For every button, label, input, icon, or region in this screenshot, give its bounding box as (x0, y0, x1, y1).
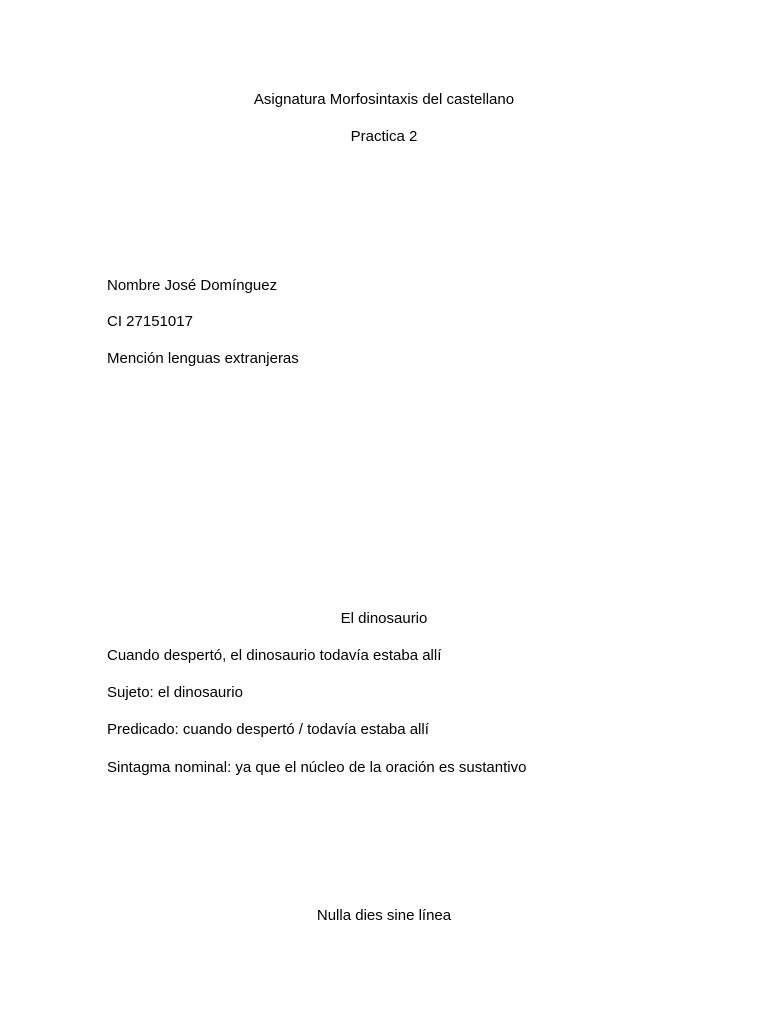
exercise-sentence: Cuando despertó, el dinosaurio todavía estaba allí (107, 647, 442, 664)
exercise-subject: Sujeto: el dinosaurio (107, 684, 243, 701)
practice-title: Practica 2 (350, 128, 418, 145)
footer-motto: Nulla dies sine línea (316, 907, 452, 924)
student-name: Nombre José Domínguez (107, 277, 278, 294)
subject-title: Asignatura Morfosintaxis del castellano (253, 91, 515, 108)
student-id: CI 27151017 (107, 313, 193, 330)
student-mention: Mención lenguas extranjeras (107, 350, 299, 367)
exercise-title: El dinosaurio (340, 610, 428, 627)
exercise-predicate: Predicado: cuando despertó / todavía estaba allí (107, 721, 429, 738)
exercise-phrase: Sintagma nominal: ya que el núcleo de la oración es sustantivo (107, 759, 527, 776)
